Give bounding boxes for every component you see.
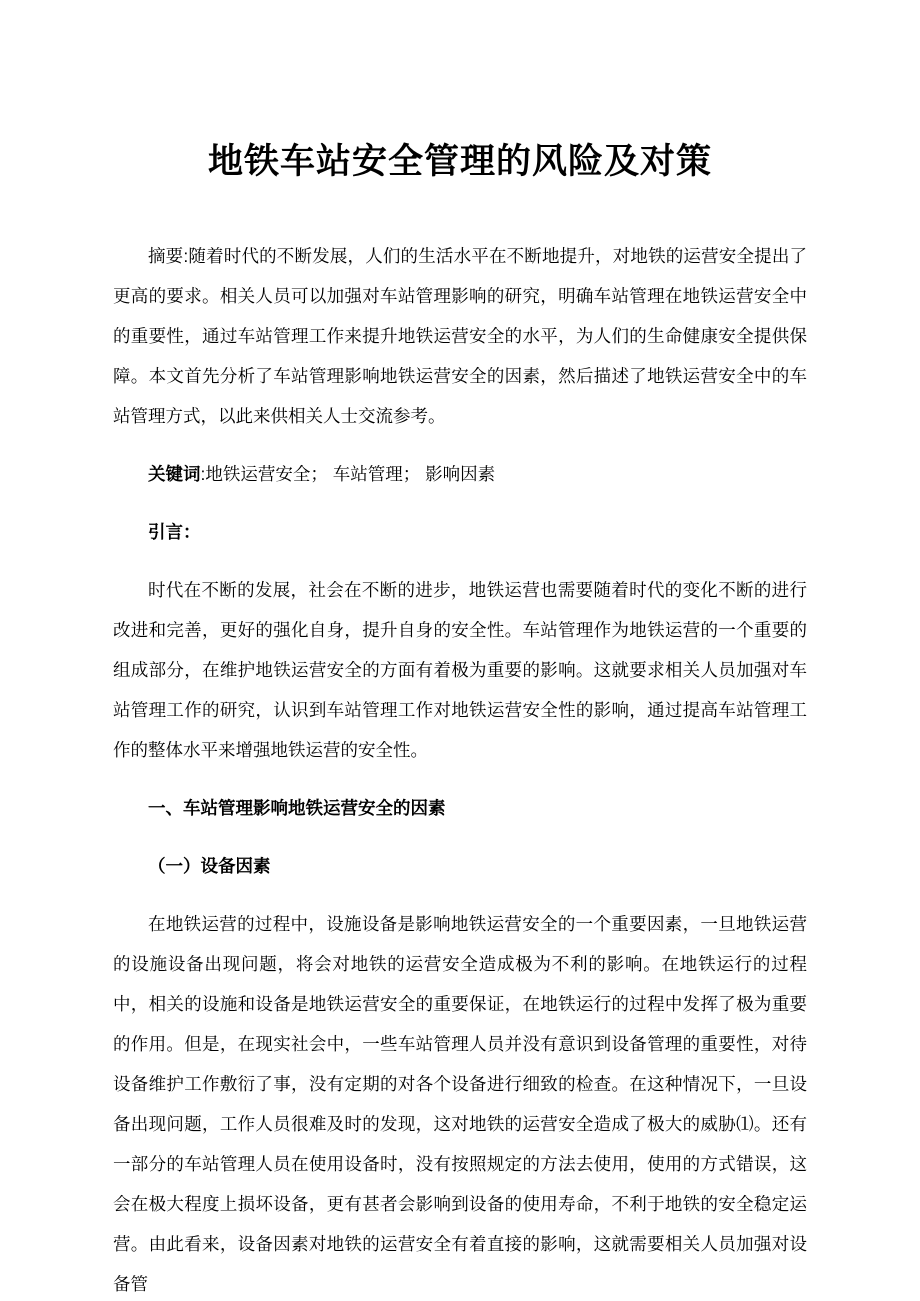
document-title: 地铁车站安全管理的风险及对策 — [207, 142, 712, 181]
keywords-line — [113, 454, 807, 494]
abstract-paragraph: 摘要:随着时代的不断发展，人们的生活水平在不断地提升，对地铁的运营安全提出了更高的要求。相关人员可以加强对车站管理影响的研究，明确车站管理在地铁运营安全中的重要性，通过车站管理工作来提升地铁运营安全的水平，为人们的生命健康安全提供保障。本文首先分析了车站管理影响地铁运营安全的因素，然后描述了地铁运营安全中的车站管理方式，以此来供相关人士交流参考。 — [113, 246, 807, 426]
introduction-paragraph: 时代在不断的发展，社会在不断的进步，地铁运营也需要随着时代的变化不断的进行改进和完善，更好的强化自身，提升自身的安全性。车站管理作为地铁运营的一个重要的组成部分，在维护地铁运营安全的方面有着极为重要的影响。这就要求相关人员加强对车站管理工作的研究，认识到车站管理工作对地铁运营安全性的影响，通过提高车站管理工作的整体水平来增强地铁运营的安全性。 — [113, 580, 807, 760]
introduction-heading: 引言： — [148, 522, 201, 542]
keywords-label: 关键词 — [148, 464, 201, 484]
section-1-1-heading: （一）设备因素 — [148, 856, 271, 876]
keywords-text: :地铁运营安全； 车站管理； 影响因素 — [200, 464, 496, 484]
section-1-heading: 一、车站管理影响地铁运营安全的因素 — [148, 798, 446, 818]
section-1-1-paragraph: 在地铁运营的过程中，设施设备是影响地铁运营安全的一个重要因素，一旦地铁运营的设施设备出现问题，将会对地铁的运营安全造成极为不利的影响。在地铁运行的过程中，相关的设施和设备是地铁运营安全的重要保证，在地铁运行的过程中发挥了极为重要的作用。但是，在现实社会中，一些车站管理人员并没有意识到设备管理的重要性，对待设备维护工作敷衍了事，没有定期的对各个设备进行细致的检查。在这种情况下，一旦设备出现问题，工作人员很难及时的发现，这对地铁的运营安全造成了极大的威胁⑴。还有一部分的车站管理人员在使用设备时，没有按照规定的方法去使用，使用的方式错误，这会在极大程度上损坏设备，更有甚者会影响到设备的使用寿命，不利于地铁的安全稳定运营。由此看来，设备因素对地铁的运营安全有着直接的影响，这就需要相关人员加强对设备管 — [113, 914, 807, 1294]
